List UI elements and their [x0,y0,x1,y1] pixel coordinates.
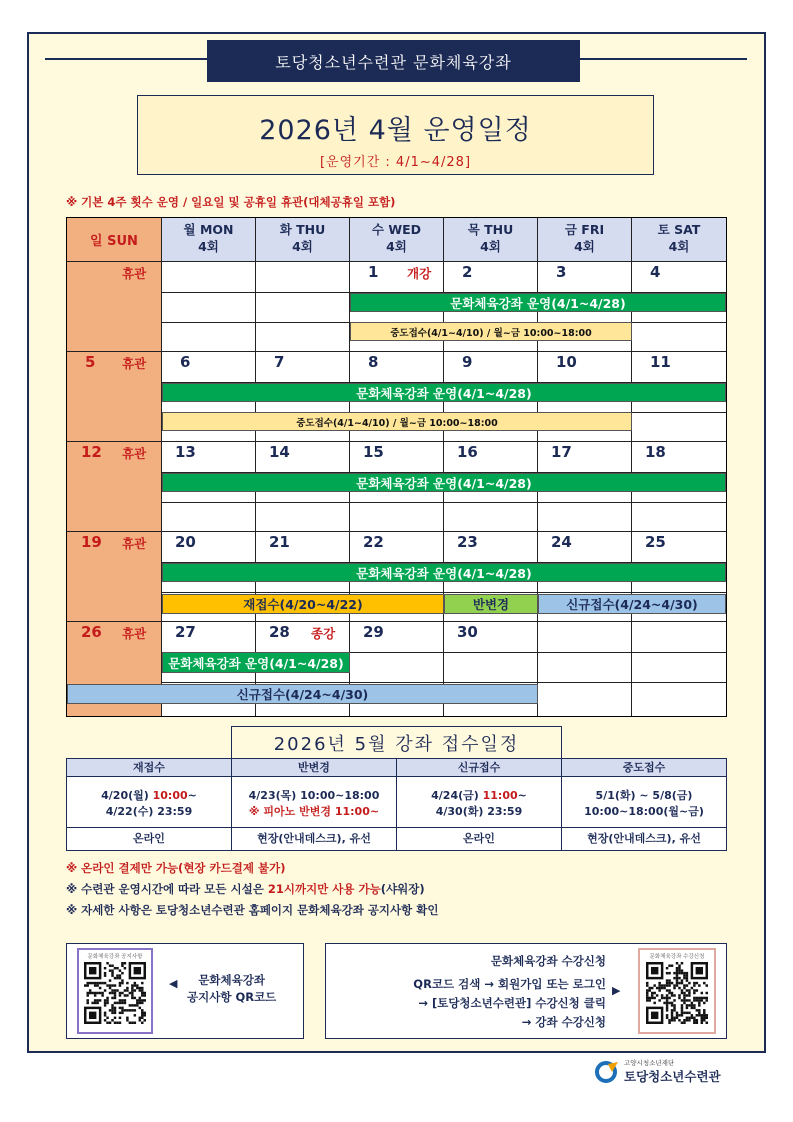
april-calendar [66,217,727,717]
date-8: 8 [368,353,379,371]
notes [66,858,727,921]
cell-divider [538,502,632,503]
register-qr-code[interactable] [638,948,716,1034]
date-28: 28 [269,623,290,641]
header-wednesday [350,218,444,262]
header-thursday [444,218,538,262]
qr-pattern [646,962,708,1024]
date-27: 27 [175,623,196,641]
text: ~ [187,789,197,802]
may-header-midreg: 중도접수 [562,759,726,777]
may-method: 현장(안내데스크), 유선 [587,832,701,845]
date-25: 25 [645,533,666,551]
date-7: 7 [274,353,285,371]
notice-qr-code[interactable] [77,948,153,1034]
cell-divider [350,682,444,683]
banner-line-left [45,58,208,60]
text: ※ 수련관 운영시간에 따라 모든 시설은 [66,882,268,896]
cell-divider [350,592,444,593]
header-day: 토 SAT [657,222,701,237]
text: QR코드 검색 → 회원가입 또는 로그인 [413,977,606,991]
date-5: 5 [85,353,96,371]
cell-divider [538,592,632,593]
qr-caption: 문화체육강좌 공지사항 [87,954,143,960]
open-label: 개강 [407,266,432,281]
header-day: 수 WED [371,222,422,237]
header-tuesday [256,218,350,262]
text: 4/22(수) 23:59 [105,805,193,818]
closed-label: 휴관 [122,446,147,461]
date-3: 3 [556,263,567,281]
banner-title: 토당청소년수련관 문화체육강좌 [207,40,580,82]
text: 4/20(월) [101,789,153,802]
cell-divider [632,502,726,503]
may-method: 온라인 [397,828,562,850]
operation-bar: 문화체육강좌 운영(4/1~4/28) [162,473,726,492]
cell-divider [256,502,350,503]
date-30: 30 [457,623,478,641]
day-cell [256,262,350,352]
may-method: 온라인 [67,828,232,850]
cell-divider [444,682,538,683]
date-29: 29 [363,623,384,641]
logo-name: 토당청소년수련관 [624,1069,721,1084]
text: ~ [517,789,527,802]
closed-label: 휴관 [122,266,147,281]
closed-label: 휴관 [122,626,147,641]
cell-divider [632,592,726,593]
text: ※ 피아노 반변경 11:00~ [248,805,380,818]
header-day: 월 MON [183,222,234,237]
text: 10:00 [152,789,188,802]
date-20: 20 [175,533,196,551]
header-day: 화 THU [279,222,326,237]
text: 공지사항 QR코드 [187,990,277,1004]
cell-divider [162,592,256,593]
sunday-cell [67,262,162,352]
may-method: 현장(안내데스크), 유선 [232,828,397,850]
text: 문화체육강좌 수강신청 [490,954,606,968]
cell-divider [632,412,726,413]
date-13: 13 [175,443,196,461]
may-header-newreg: 신규접수 [397,759,562,777]
line [67,788,231,804]
header-saturday [632,218,726,262]
text: 4/30(화) 23:59 [435,805,523,818]
date-12: 12 [81,443,102,461]
date-10: 10 [556,353,577,371]
may-schedule-table [66,758,727,851]
date-19: 19 [81,533,102,551]
text: (샤워장) [380,882,425,896]
banner-line-right [579,58,747,60]
cell-divider [444,592,538,593]
text: → [토당청소년수련관] 수강신청 클릭 [418,996,606,1010]
text: 21시까지만 사용 가능 [267,882,381,896]
qr-caption: 문화체육강좌 수강신청 [649,954,705,960]
date-24: 24 [551,533,572,551]
date-16: 16 [457,443,478,461]
logo-icon [594,1060,620,1084]
text: 10:00~18:00(월~금) [584,805,704,818]
text: 11:00 [482,789,518,802]
date-15: 15 [363,443,384,461]
header-count: 4회 [292,239,313,254]
may-newreg-period [397,777,562,828]
org-logo [594,1057,734,1087]
operation-note: ※ 기본 4주 횟수 운영 / 일요일 및 공휴일 휴관(대체공휴일 포함) [66,195,396,209]
cell-divider [162,292,256,293]
day-cell [632,622,726,716]
text: 4/23(목) 10:00~18:00 [248,789,380,802]
date-2: 2 [462,263,473,281]
schedule-title-box [137,95,654,175]
operation-period: [운영기간 : 4/1~4/28] [319,155,472,170]
operation-bar: 문화체육강좌 운영(4/1~4/28) [350,293,726,312]
midreg-bar: 중도접수(4/1~4/10) / 월~금 10:00~18:00 [350,322,632,341]
date-18: 18 [645,443,666,461]
date-23: 23 [457,533,478,551]
cell-divider [444,652,538,653]
header-count: 4회 [198,239,219,254]
header-day: 금 FRI [564,222,605,237]
operation-bar: 문화체육강좌 운영(4/1~4/28) [162,652,350,673]
cell-divider [162,682,256,683]
cell-divider [162,502,256,503]
operation-bar: 문화체육강좌 운영(4/1~4/28) [162,563,726,582]
notice-qr-box [66,943,304,1039]
arrow-left-icon: ◀ [169,977,178,990]
cell-divider [162,322,256,323]
day-cell [538,622,632,716]
cell-divider [632,652,726,653]
cell-divider [350,652,444,653]
sunday-cell [67,352,162,442]
header-day: 목 THU [467,222,514,237]
note-details: ※ 자세한 사항은 토당청소년수련관 홈페이지 문화체육강좌 공지사항 확인 [66,903,439,917]
header-sunday: 일 SUN [67,218,162,262]
note-payment: ※ 온라인 결제만 가능(현장 카드결제 불가) [66,861,286,875]
may-schedule-title: 2026년 5월 강좌 접수일정 [231,726,562,759]
header-count: 4회 [480,239,501,254]
cell-divider [256,592,350,593]
cell-divider [256,682,350,683]
arrow-right-icon: ▶ [612,984,621,997]
cell-divider [256,322,350,323]
cell-divider [632,682,726,683]
rereg-bar: 재접수(4/20~4/22) [162,594,444,614]
newreg-bar: 신규접수(4/24~4/30) [67,684,538,704]
qr-pattern [84,962,146,1024]
header-friday [538,218,632,262]
date-26: 26 [81,623,102,641]
text: 5/1(화) ~ 5/8(금) [595,789,693,802]
date-17: 17 [551,443,572,461]
may-header-rereg: 재접수 [67,759,232,777]
text: 4/24(금) [431,789,483,802]
logo-foundation: 고양시청소년재단 [624,1059,675,1067]
date-9: 9 [462,353,473,371]
cell-divider [538,652,632,653]
end-label: 종강 [311,626,336,641]
day-cell [162,262,256,352]
date-1: 1 [368,263,379,281]
register-steps [413,952,606,1032]
may-midreg-period [562,777,726,828]
date-21: 21 [269,533,290,551]
notice-qr-label [187,972,276,1006]
register-qr-box [325,943,727,1039]
cell-divider [444,502,538,503]
operation-bar: 문화체육강좌 운영(4/1~4/28) [162,383,726,402]
date-22: 22 [363,533,384,551]
text: 문화체육강좌 [198,973,265,987]
line [397,788,561,804]
header-count: 4회 [574,239,595,254]
date-4: 4 [650,263,661,281]
schedule-title: 2026년 4월 운영일정 [259,115,532,146]
date-6: 6 [180,353,191,371]
date-11: 11 [650,353,671,371]
closed-label: 휴관 [122,356,147,371]
newreg-bar: 신규접수(4/24~4/30) [538,594,726,614]
closed-label: 휴관 [122,536,147,551]
header-monday [162,218,256,262]
header-count: 4회 [668,239,690,254]
may-rereg-period [67,777,232,828]
cell-divider [256,292,350,293]
header-count: 4회 [386,239,407,254]
cell-divider [632,322,726,323]
date-14: 14 [269,443,290,461]
midreg-bar: 중도접수(4/1~4/10) / 월~금 10:00~18:00 [162,412,632,431]
classchange-bar: 반변경 [444,594,538,614]
may-change-period [232,777,397,828]
cell-divider [538,682,632,683]
may-header-change: 반변경 [232,759,397,777]
note-hours [66,879,727,900]
cell-divider [350,502,444,503]
text: → 강좌 수강신청 [521,1015,606,1029]
